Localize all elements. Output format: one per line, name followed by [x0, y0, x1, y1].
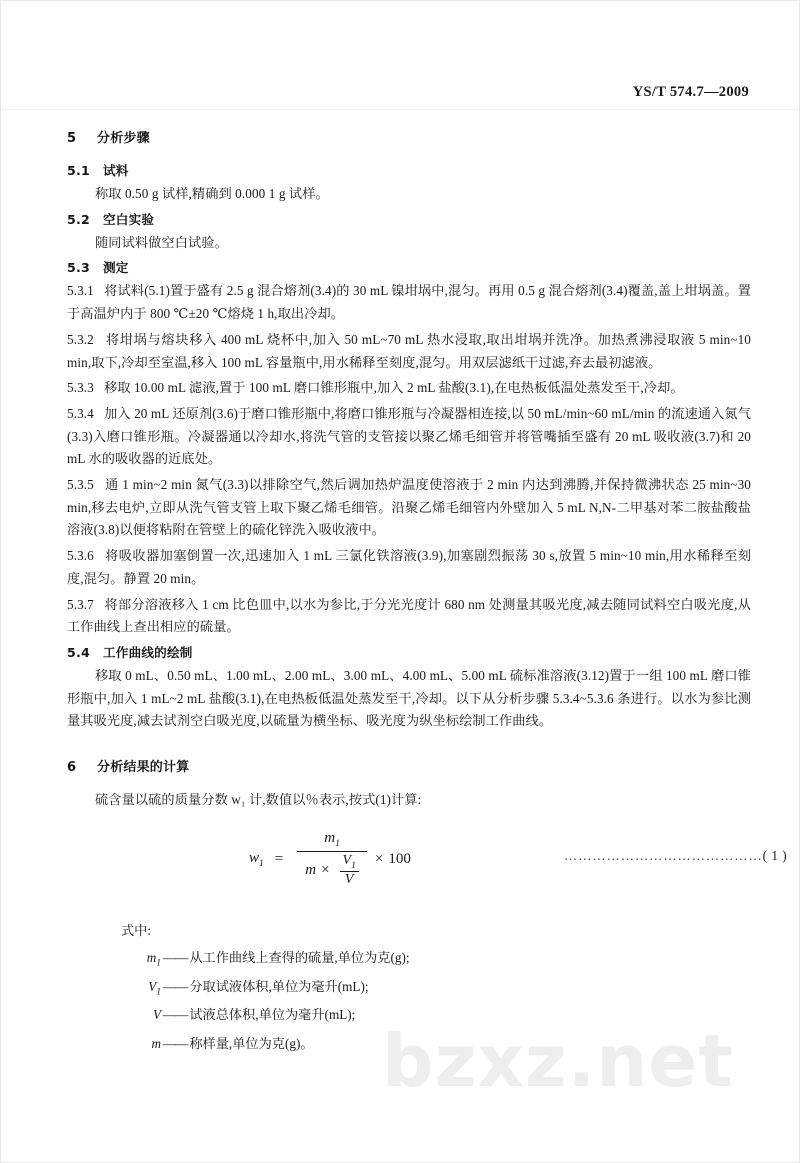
section-5-2-number: 5.2: [67, 211, 90, 227]
formula-lhs-sub: 1: [259, 858, 264, 869]
definition-dash: ——: [163, 1036, 188, 1052]
definition-symbol-base: m: [146, 949, 157, 965]
dot-leader: ……………………………………: [564, 847, 763, 863]
definition-symbol: [121, 1002, 161, 1031]
text-5-3-3: 移取 10.00 mL 滤液,置于 100 mL 磨口锥形瓶中,加入 2 mL 盐酸(3.1),在电热板低温处蒸发至干,冷却。: [104, 380, 684, 396]
definition-symbol-base: V: [148, 978, 157, 994]
watermark: bzxz.net: [382, 1019, 734, 1103]
formula-inner-denominator: [342, 872, 357, 888]
paragraph-5-1: 称取 0.50 g 试样,精确到 0.000 1 g 试样。: [95, 186, 329, 201]
label-5-3-2: 5.3.2: [67, 331, 94, 347]
header-rule: [1, 109, 800, 110]
heading-section-5-4: [67, 642, 751, 661]
section-5-title: 分析步骤: [97, 131, 150, 146]
page-header: [1, 83, 800, 101]
paragraph-5-3-3: [67, 377, 751, 400]
where-label: 式中:: [121, 922, 152, 938]
label-5-3-1: 5.3.1: [67, 283, 94, 299]
formula-multiplier: 100: [388, 850, 411, 867]
formula-inner-numerator-symbol: V: [342, 852, 352, 868]
label-5-3-7: 5.3.7: [67, 596, 94, 612]
section-5-3-title: 测定: [103, 260, 129, 276]
definition-item: [121, 945, 751, 974]
section-5-3-number: 5.3: [67, 260, 90, 276]
definition-item: [121, 974, 751, 1003]
formula-lhs: [249, 850, 264, 869]
formula-equals: =: [274, 850, 284, 867]
heading-section-5-2: [67, 209, 751, 228]
text-5-3-1: 将试料(5.1)置于盛有 2.5 g 混合熔剂(3.4)的 30 mL 镍坩埚中,混匀。再用 0.5 g 混合熔剂(3.4)覆盖,盖上坩埚盖。置于高温炉内于 800 ℃±20 ℃熔烧 1 h,取出冷却。: [67, 283, 751, 322]
definition-text: 从工作曲线上查得的硫量,单位为克(g);: [189, 949, 410, 965]
section-5-1-number: 5.1: [67, 163, 90, 178]
section-6-number: 6: [67, 760, 77, 776]
formula-multiplier-times: ×: [374, 850, 384, 867]
formula-inner-numerator: [340, 853, 359, 872]
definition-dash: ——: [163, 978, 188, 994]
standard-number: YS/T 574.7—2009: [632, 84, 749, 100]
definition-item: [121, 1031, 751, 1060]
formula-denominator-symbol: m: [305, 861, 317, 878]
section-5-2-title: 空白实验: [103, 211, 155, 227]
formula-denominator-times: ×: [321, 861, 330, 878]
definition-symbol-sub: 1: [156, 958, 161, 969]
formula-equation-1: [249, 830, 411, 889]
definition-dash: ——: [163, 949, 188, 965]
definition-symbol: [121, 1031, 161, 1060]
formula-inner-numerator-sub: 1: [351, 860, 356, 871]
paragraph-6: 硫含量以硫的质量分数 w₁ 计,数值以％表示,按式(1)计算:: [95, 792, 422, 808]
section-5-4-number: 5.4: [67, 644, 90, 660]
paragraph-5-3-2: [67, 329, 751, 374]
variable-definition-list: [67, 945, 751, 1060]
definition-text: 试液总体积,单位为毫升(mL);: [189, 1007, 356, 1023]
definition-text: 分取试液体积,单位为毫升(mL);: [189, 978, 369, 994]
definition-item: [121, 1002, 751, 1031]
text-5-3-6: 将吸收器加塞倒置一次,迅速加入 1 mL 三氯化铁溶液(3.9),加塞剧烈振荡 30 s,放置 5 min~10 min,用水稀释至刻度,混匀。静置 20 min。: [67, 548, 751, 586]
definition-symbol: [121, 974, 161, 1003]
definition-dash: ——: [163, 1007, 188, 1023]
formula-numerator: [316, 830, 348, 851]
formula-block: [67, 829, 788, 894]
paragraph-5-3-7: [67, 594, 751, 639]
formula-denominator: [297, 852, 367, 889]
definition-symbol: [121, 945, 161, 974]
formula-main-fraction: [297, 830, 367, 889]
definition-symbol-base: m: [151, 1036, 161, 1052]
definition-symbol-base: V: [152, 1007, 161, 1023]
formula-numerator-symbol: m: [324, 829, 336, 846]
text-5-3-5: 通 1 min~2 min 氮气(3.3)以排除空气,然后调加热炉温度使溶液于 2 min 内达到沸腾,并保持微沸状态 25 min~30 min,移去电炉,立即从洗气管支管上取下聚乙烯毛细管。沿聚乙烯毛细管内外壁加入 5 mL N,N-二甲基对苯二胺盐酸盐溶液(3.8)以便将粘附在管壁上的硫化锌洗入吸收液中。: [67, 477, 751, 538]
paragraph-5-4: 移取 0 mL、0.50 mL、1.00 mL、2.00 mL、3.00 mL、4.00 mL、5.00 mL 硫标准溶液(3.12)置于一组 100 mL 磨口锥形瓶中,加入 1 mL~2 mL 盐酸(3.1),在电热板低温处蒸发至干,冷却。以下从分析步骤 5.3.4~5.3.6 条进行。以水为参比测量其吸光度,减去试剂空白吸光度,以硫量为横坐标、吸光度为纵坐标绘制工作曲线。: [67, 667, 751, 729]
document-body: [67, 127, 788, 1060]
formula-numerator-sub: 1: [335, 838, 340, 849]
formula-inner-fraction: [340, 853, 359, 889]
label-5-3-4: 5.3.4: [67, 405, 94, 421]
paragraph-5-3-6: [67, 545, 751, 590]
heading-section-5: [67, 127, 751, 146]
heading-section-5-1: [67, 160, 751, 179]
section-5-4-title: 工作曲线的绘制: [103, 644, 193, 660]
paragraph-5-3-1: [67, 280, 751, 325]
text-5-3-2: 将坩埚与熔块移入 400 mL 烧杯中,加入 50 mL~70 mL 热水浸取,取出坩埚并洗净。加热煮沸浸取液 5 min~10 min,取下,冷却至室温,移入 100 mL 容量瓶中,用水稀释至刻度,混匀。用双层滤纸干过滤,弃去最初滤液。: [67, 331, 751, 370]
label-5-3-5: 5.3.5: [67, 477, 94, 493]
equation-number-row: [564, 848, 787, 864]
equation-number: ( 1 ): [762, 847, 788, 863]
text-5-3-7: 将部分溶液移入 1 cm 比色皿中,以水为参比,于分光光度计 680 nm 处测量其吸光度,减去随同试料空白吸光度,从工作曲线上查出相应的硫量。: [67, 596, 751, 635]
formula-lhs-symbol: w: [249, 849, 260, 866]
formula-inner-denominator-symbol: V: [344, 872, 354, 888]
heading-section-6: [67, 756, 751, 775]
section-6-title: 分析结果的计算: [97, 760, 190, 776]
section-5-1-title: 试料: [103, 163, 129, 178]
label-5-3-3: 5.3.3: [67, 380, 94, 396]
paragraph-5-3-5: [67, 474, 751, 542]
heading-section-5-3: [67, 257, 751, 276]
label-5-3-6: 5.3.6: [67, 548, 94, 564]
definition-symbol-sub: 1: [156, 987, 161, 998]
paragraph-5-2: 随同试料做空白试验。: [95, 234, 228, 250]
section-5-number: 5: [67, 131, 77, 146]
definition-text: 称样量,单位为克(g)。: [189, 1036, 314, 1052]
paragraph-5-3-4: [67, 403, 751, 471]
text-5-3-4: 加入 20 mL 还原剂(3.6)于磨口锥形瓶中,将磨口锥形瓶与冷凝器相连接,以 50 mL/min~60 mL/min 的流速通入氮气(3.3)入磨口锥形瓶。冷凝器通以冷却水,将洗气管的支管接以聚乙烯毛细管并将管嘴插至盛有 20 mL 吸收液(3.7)和 20 mL 水的吸收器的近底处。: [67, 405, 751, 467]
